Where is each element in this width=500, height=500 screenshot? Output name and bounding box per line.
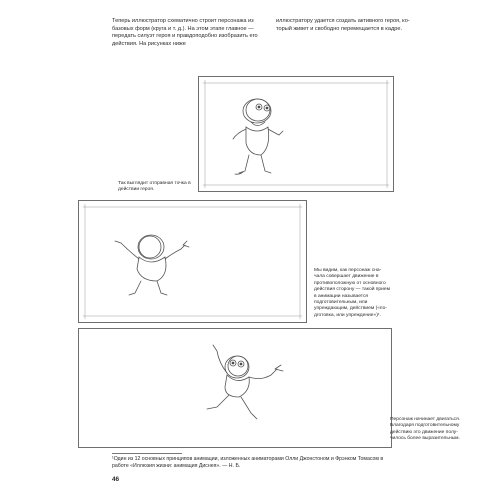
sketch-frame-2 xyxy=(78,200,307,323)
footnote: ¹Один из 12 основных принципов анимации, изложенных аниматорами Олли Джонстоном и Фрэнком Томасом в работе «Иллюзия жизни: анимация Диснея». — Н. Б. xyxy=(112,456,384,470)
sketch-frame-3 xyxy=(78,328,392,448)
caption-frame-2: Мы видим, как персонаж сначала совершает движение в противоположную от основного действия сторону — такой прием в анимации называется подготовительным, или упреждающим, действием («подготовка, или упреждение»)¹. xyxy=(314,268,390,318)
sketch-frame-1 xyxy=(198,76,394,192)
footnote-rule xyxy=(112,453,182,454)
body-paragraph-left: Теперь иллюстратор схематично строит персонажа из базовых форм (круга и т. д.). На этом этапе главное — передать силуэт героя и правдоподобно изобразить его действия. На рисунках ниже xyxy=(112,18,258,47)
caption-frame-3: Персонаж начинает двигаться. Благодаря подготовительному действию это движение получилось более выразительным. xyxy=(390,417,461,442)
character-jump-sketch xyxy=(79,329,391,447)
caption-frame-1: Так выглядит отправная точка в действии героя. xyxy=(118,181,191,193)
character-standing-sketch xyxy=(199,77,393,191)
page-number: 46 xyxy=(112,476,120,483)
character-anticipation-sketch xyxy=(79,201,306,322)
body-paragraph-right: иллюстратору удается создать активного героя, который живет и свободно перемещается в кадре. xyxy=(276,18,410,32)
